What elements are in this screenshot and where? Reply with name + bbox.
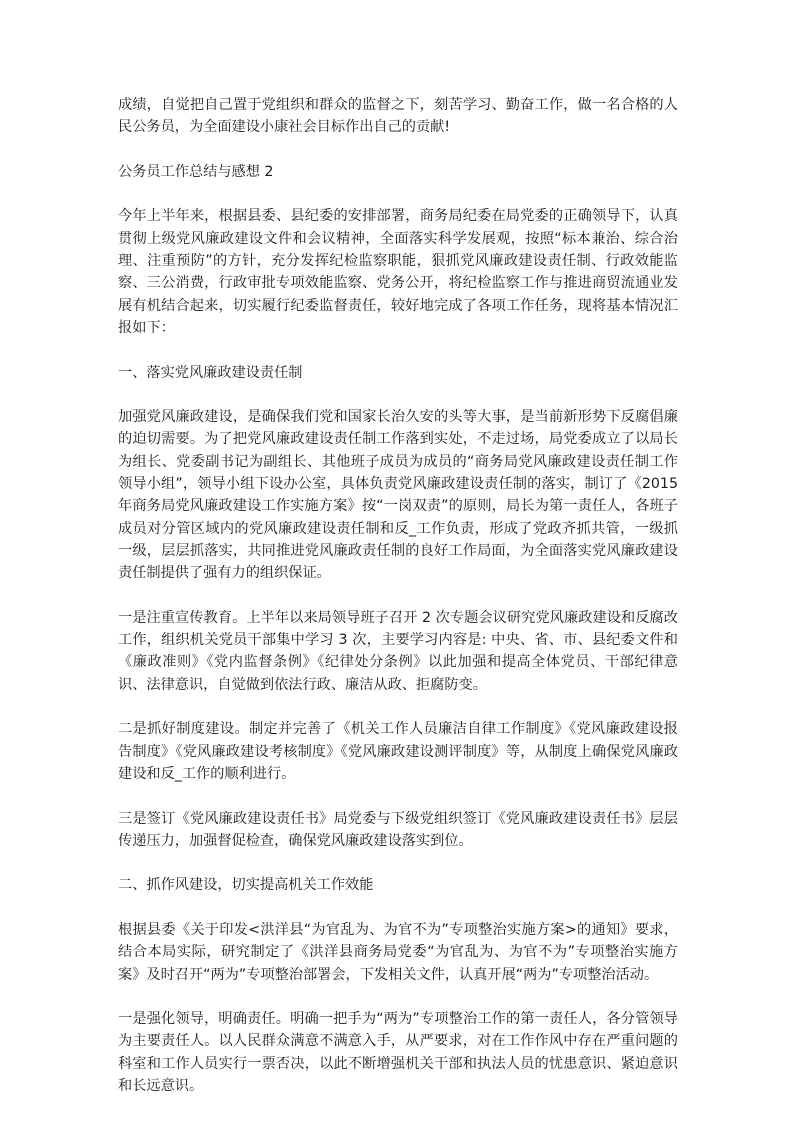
document-page (118, 94, 678, 1120)
paragraph-section-2-body: 根据县委《关于印发<洪洋县“为官乱为、为官不为”专项整治实施方案>的通知》要求，结合本局实际，研究制定了《洪洋县商务局党委“为官乱为、为官不为”专项整治实施方案》及时召开“两为”专项整治部署会，下发相关文件，认真开展“两为”专项整治活动。 (118, 921, 678, 983)
paragraph-point-2: 二是抓好制度建设。制定并完善了《机关工作人员廉洁自律工作制度》《党风廉政建设报告制度》《党风廉政建设考核制度》《党风廉政建设测评制度》等，从制度上确保党风廉政建设和反_工作的顺利进行。 (118, 721, 678, 782)
paragraph-closing: 成绩，自觉把自己置于党组织和群众的监督之下，刻苦学习、勤奋工作，做一名合格的人民公务员，为全面建设小康社会目标作出自己的贡献! (118, 97, 678, 136)
paragraph-intro: 今年上半年来，根据县委、县纪委的安排部署，商务局纪委在局党委的正确领导下，认真贯彻上级党风廉政建设文件和会议精神，全面落实科学发展观，按照“标本兼治、综合治理、注重预防”的方针，充分发挥纪检监察职能，狠抓党风廉政建设责任制、行政效能监察、三公消费，行政审批专项效能监察、党务公开，将纪检监察工作与推进商贸流通业发展有机结合起来，切实履行纪委监督责任，较好地完成了各项工作任务，现将基本情况汇报如下： (118, 208, 678, 336)
heading-section-2: 二、抓作风建设，切实提高机关工作效能 (118, 877, 374, 894)
heading-section-1: 一、落实党风廉政建设责任制 (118, 364, 303, 381)
paragraph-point-3: 三是签订《党风廉政建设责任书》局党委与下级党组织签订《党风廉政建设责任书》层层传递压力，加强督促检查，确保党风廉政建设落实到位。 (118, 810, 678, 849)
paragraph-section-1-body: 加强党风廉政建设，是确保我们党和国家长治久安的头等大事，是当前新形势下反腐倡廉的迫切需要。为了把党风廉政建设责任制工作落到实处，不走过场，局党委成立了以局长为组长、党委副书记为副组长、其他班子成员为成员的“商务局党风廉政建设责任制工作领导小组”，领导小组下设办公室，具体负责党风廉政建设责任制的落实，制订了《2015 年商务局党风廉政建设工作实施方案》按“一岗双责”的原则，局长为第一责任人，各班子成员对分管区域内的党风廉政建设责任制和反_工作负责，形成了党政齐抓共管，一级抓一级，层层抓落实，共同推进党风廉政责任制的良好工作局面，为全面落实党风廉政建设责任制提供了强有力的组织保证。 (118, 409, 678, 582)
section-title: 公务员工作总结与感想 2 (118, 163, 274, 180)
paragraph-section-2-point-1: 一是强化领导，明确责任。明确一把手为“两为”专项整治工作的第一责任人，各分管领导为主要责任人。以人民群众满意不满意入手，从严要求，对在工作作风中存在严重问题的科室和工作人员实行一票否决，以此不断增强机关干部和执法人员的忧患意识、紧迫意识和长远意识。 (118, 1011, 678, 1095)
paragraph-point-1: 一是注重宣传教育。上半年以来局领导班子召开 2 次专题会议研究党风廉政建设和反腐改工作，组织机关党员干部集中学习 3 次，主要学习内容是: 中央、省、市、县纪委文件和《廉政准则》《党内监督条例》《纪律处分条例》以此加强和提高全体党员、干部纪律意识、法律意识，自觉做到依法行政、廉洁从政、拒腐防变。 (118, 609, 678, 693)
